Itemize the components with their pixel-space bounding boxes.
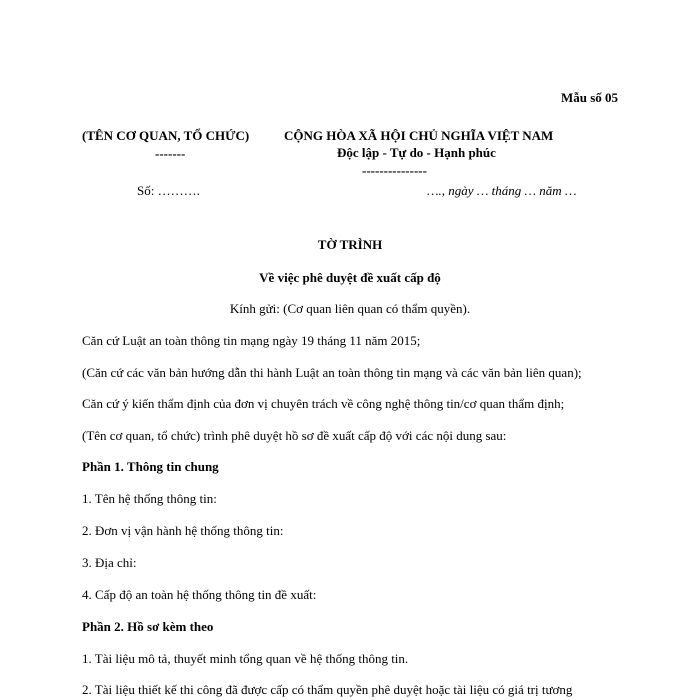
legal-basis-1: Căn cứ Luật an toàn thông tin mạng ngày 19 tháng 11 năm 2015; xyxy=(82,333,421,348)
section-2-item: 2. Tài liệu thiết kế thi công đã được cấp có thẩm quyền phê duyệt hoặc tài liệu có giá trị tương xyxy=(82,682,573,697)
document-number: Số: ………. xyxy=(137,183,200,198)
document-subject: Về việc phê duyệt đề xuất cấp độ xyxy=(259,270,441,285)
legal-basis-3: Căn cứ ý kiến thẩm định của đơn vị chuyên trách về công nghệ thông tin/cơ quan thẩm định; xyxy=(82,396,565,411)
form-number: Mẫu số 05 xyxy=(560,90,618,105)
national-motto: Độc lập - Tự do - Hạnh phúc xyxy=(337,145,496,160)
section-1-item: 4. Cấp độ an toàn hệ thống thông tin đề xuất: xyxy=(82,587,317,602)
section-1-item: 1. Tên hệ thống thông tin: xyxy=(82,491,217,506)
section-2-heading: Phần 2. Hồ sơ kèm theo xyxy=(82,619,214,634)
legal-basis-2: (Căn cứ các văn bản hướng dẫn thi hành Luật an toàn thông tin mạng và các văn bản liên quan); xyxy=(82,365,582,380)
recipient-line: Kính gửi: (Cơ quan liên quan có thẩm quyền). xyxy=(229,301,471,316)
submission-statement: (Tên cơ quan, tổ chức) trình phê duyệt hồ sơ đề xuất cấp độ với các nội dung sau: xyxy=(82,428,507,443)
date-line: …., ngày … tháng … năm … xyxy=(427,183,577,198)
section-1-item: 2. Đơn vị vận hành hệ thống thông tin: xyxy=(82,523,284,538)
organization-divider: ------- xyxy=(155,146,186,161)
organization-name: (TÊN CƠ QUAN, TỔ CHỨC) xyxy=(82,128,250,143)
section-1-heading: Phần 1. Thông tin chung xyxy=(82,459,219,474)
document-title: TỜ TRÌNH xyxy=(317,237,383,252)
section-1-item: 3. Địa chỉ: xyxy=(82,555,137,570)
national-title: CỘNG HÒA XÃ HỘI CHỦ NGHĨA VIỆT NAM xyxy=(284,128,554,143)
section-2-item: 1. Tài liệu mô tả, thuyết minh tổng quan về hệ thống thông tin. xyxy=(82,651,409,666)
motto-divider: --------------- xyxy=(362,163,427,178)
